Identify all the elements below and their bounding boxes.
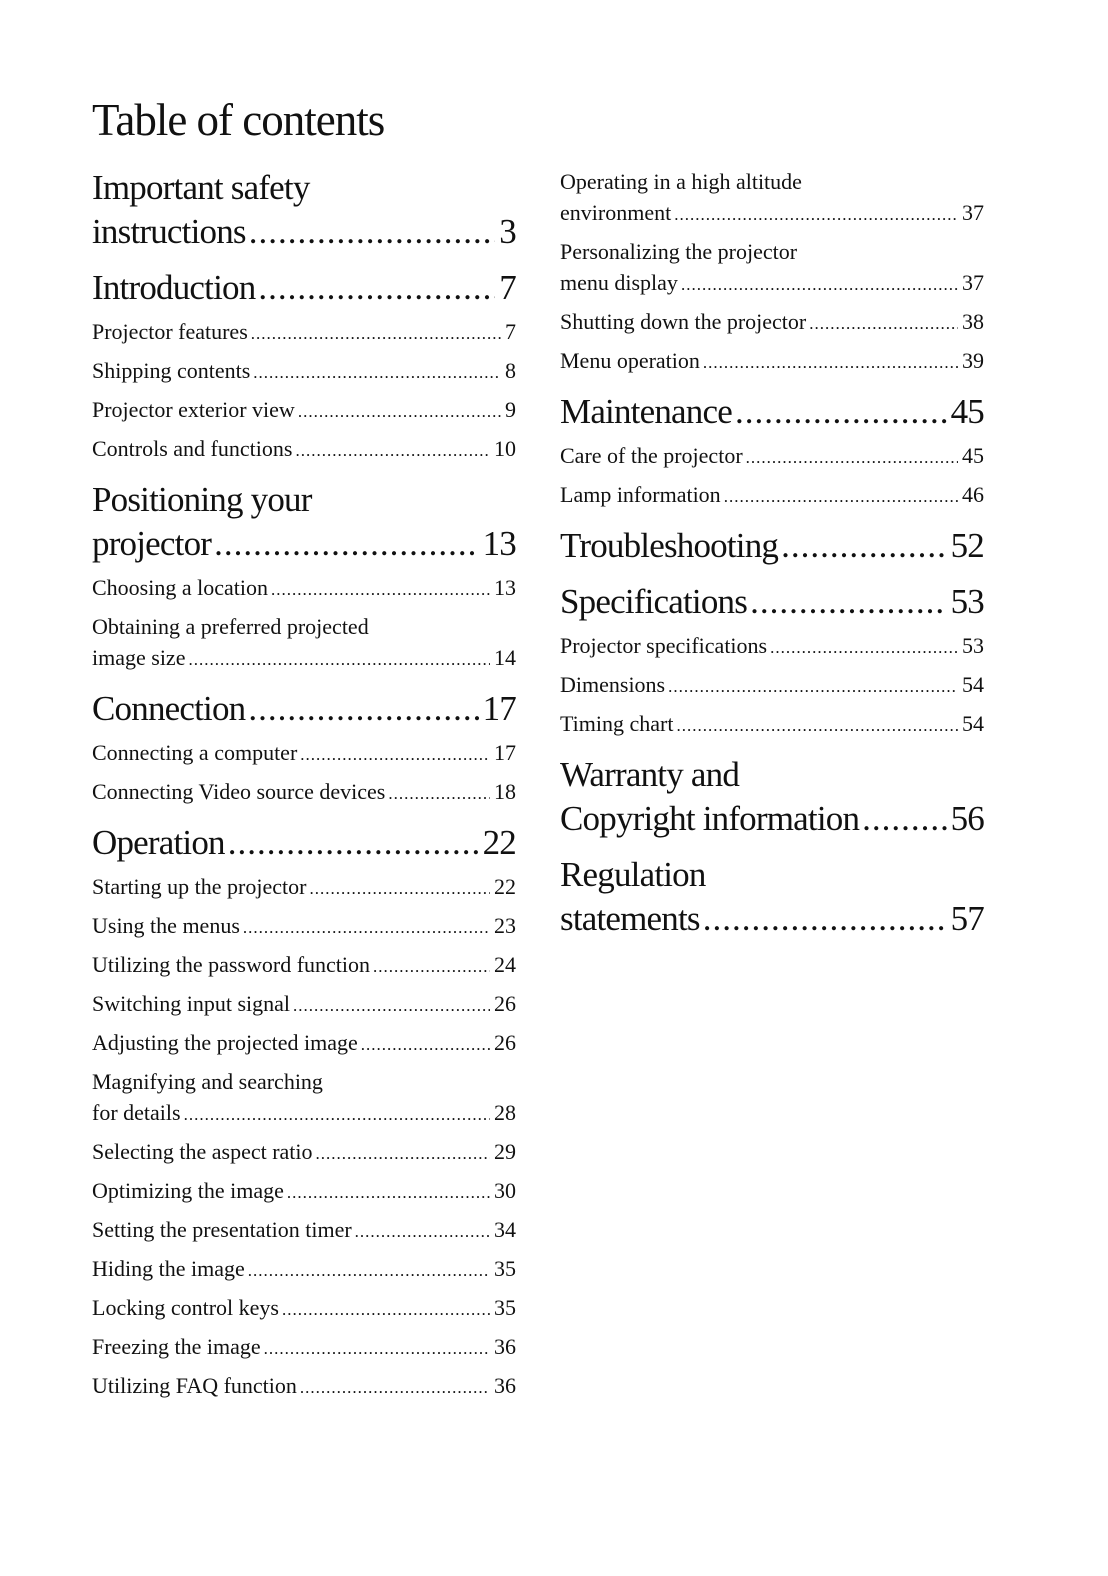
page-number: 54 (962, 672, 984, 697)
toc-row (92, 210, 516, 254)
section-title: statements (560, 899, 700, 938)
page-number: 29 (494, 1139, 516, 1164)
entry-title: Timing chart (560, 711, 674, 736)
page-number: 3 (499, 212, 516, 251)
toc-entry[interactable] (92, 988, 516, 1021)
dot-leader (703, 897, 947, 941)
page-number: 9 (505, 397, 516, 422)
toc-entry[interactable] (92, 871, 516, 904)
toc-entry[interactable] (92, 433, 516, 466)
dot-leader (862, 797, 946, 841)
entry-title-line: Magnifying and searching (92, 1069, 323, 1094)
toc-entry[interactable] (560, 669, 984, 702)
entry-title: Hiding the image (92, 1256, 245, 1281)
toc-row (92, 871, 516, 904)
entry-title: Connecting Video source devices (92, 779, 386, 804)
toc-entry[interactable] (92, 737, 516, 770)
page-number: 34 (494, 1217, 516, 1242)
toc-entry[interactable] (92, 1253, 516, 1286)
entry-title: Setting the presentation timer (92, 1217, 352, 1242)
toc-row (560, 630, 984, 663)
dot-leader (253, 357, 501, 388)
section-title-line: Regulation (560, 855, 706, 894)
entry-title: menu display (560, 270, 678, 295)
page-number: 26 (494, 991, 516, 1016)
toc-section[interactable] (92, 266, 516, 310)
toc-column-left (92, 166, 516, 1403)
page-number: 53 (962, 633, 984, 658)
dot-leader (388, 778, 490, 809)
entry-title: Freezing the image (92, 1334, 261, 1359)
entry-title: Using the menus (92, 913, 240, 938)
toc-entry[interactable] (92, 1370, 516, 1403)
entry-title: Connecting a computer (92, 740, 298, 765)
toc-column-right (560, 166, 984, 941)
page-title: Table of contents (92, 95, 385, 145)
toc-row (92, 642, 516, 675)
toc-entry[interactable] (92, 949, 516, 982)
entry-title: Utilizing the password function (92, 952, 371, 977)
toc-row (560, 897, 984, 941)
toc-entry[interactable] (92, 1066, 516, 1130)
entry-title: Projector features (92, 319, 248, 344)
toc-row (92, 821, 516, 865)
section-title: Operation (92, 823, 225, 862)
toc-entry[interactable] (92, 1027, 516, 1060)
toc-entry[interactable] (92, 572, 516, 605)
dot-leader (228, 821, 479, 865)
page-number: 7 (505, 319, 516, 344)
toc-row (92, 1097, 516, 1130)
toc-row (92, 1292, 516, 1325)
entry-title-line: Operating in a high altitude (560, 169, 802, 194)
entry-title: Optimizing the image (92, 1178, 284, 1203)
dot-leader (668, 671, 958, 702)
page-number: 26 (494, 1030, 516, 1055)
section-title-line: Positioning your (92, 480, 312, 519)
section-title: Connection (92, 689, 246, 728)
toc-entry[interactable] (560, 345, 984, 378)
toc-entry[interactable] (92, 316, 516, 349)
toc-entry[interactable] (92, 1331, 516, 1364)
dot-leader (248, 1255, 490, 1286)
entry-title: Care of the projector (560, 443, 743, 468)
toc-entry[interactable] (560, 708, 984, 741)
dot-leader (300, 1372, 490, 1403)
toc-entry[interactable] (92, 1175, 516, 1208)
dot-leader (188, 644, 490, 675)
entry-title: Projector specifications (560, 633, 768, 658)
page-number: 28 (494, 1100, 516, 1125)
page-number: 45 (950, 392, 984, 431)
dot-leader (298, 396, 501, 427)
page-number: 22 (494, 874, 516, 899)
toc-section[interactable] (560, 580, 984, 624)
dot-leader (676, 710, 958, 741)
dot-leader (724, 481, 958, 512)
page-number: 36 (494, 1334, 516, 1359)
page-number: 10 (494, 436, 516, 461)
page-number: 18 (494, 779, 516, 804)
toc-row (92, 433, 516, 466)
dot-leader (674, 199, 958, 230)
toc-entry[interactable] (92, 355, 516, 388)
page-number: 30 (494, 1178, 516, 1203)
dot-leader (258, 266, 495, 310)
toc-entry[interactable] (92, 1214, 516, 1247)
page-number: 45 (962, 443, 984, 468)
section-title: Copyright information (560, 799, 860, 838)
toc-row (560, 345, 984, 378)
page-number: 57 (950, 899, 984, 938)
toc-row (92, 1331, 516, 1364)
dot-leader (746, 442, 958, 473)
dot-leader (703, 347, 958, 378)
page-number: 13 (494, 575, 516, 600)
toc-row (92, 776, 516, 809)
dot-leader (770, 632, 958, 663)
page-number: 24 (494, 952, 516, 977)
section-title-line: Important safety (92, 168, 310, 207)
dot-leader (295, 435, 490, 466)
dot-leader (214, 522, 478, 566)
toc-entry[interactable] (92, 776, 516, 809)
toc-row (92, 355, 516, 388)
entry-title: Shipping contents (92, 358, 251, 383)
toc-row (92, 316, 516, 349)
toc-row (560, 440, 984, 473)
toc-row (560, 580, 984, 624)
toc-section[interactable] (560, 524, 984, 568)
dot-leader (248, 687, 478, 731)
toc-row (92, 737, 516, 770)
entry-title-line: Obtaining a preferred projected (92, 614, 369, 639)
toc-row (92, 949, 516, 982)
toc-entry[interactable] (560, 479, 984, 512)
dot-leader (300, 739, 490, 770)
toc-entry[interactable] (560, 630, 984, 663)
entry-title: Choosing a location (92, 575, 268, 600)
entry-title: Menu operation (560, 348, 700, 373)
toc-row (92, 1027, 516, 1060)
toc-entry[interactable] (92, 394, 516, 427)
toc-section[interactable] (560, 753, 984, 841)
page-number: 35 (494, 1256, 516, 1281)
entry-title: Starting up the projector (92, 874, 307, 899)
entry-title: Controls and functions (92, 436, 293, 461)
entry-title: Lamp information (560, 482, 721, 507)
toc-entry[interactable] (560, 236, 984, 300)
dot-leader (251, 318, 501, 349)
toc-row (560, 390, 984, 434)
page-number: 14 (494, 645, 516, 670)
page-number: 37 (962, 200, 984, 225)
dot-leader (809, 308, 958, 339)
dot-leader (249, 210, 496, 254)
dot-leader (361, 1029, 490, 1060)
toc-row (92, 910, 516, 943)
dot-leader (287, 1177, 490, 1208)
section-title: projector (92, 524, 212, 563)
toc-section[interactable] (560, 853, 984, 941)
toc-entry[interactable] (560, 440, 984, 473)
toc-row (92, 1175, 516, 1208)
page-number: 17 (482, 689, 516, 728)
section-title: instructions (92, 212, 246, 251)
dot-leader (271, 574, 490, 605)
page-number: 22 (482, 823, 516, 862)
entry-title: Selecting the aspect ratio (92, 1139, 313, 1164)
dot-leader (735, 390, 947, 434)
entry-title: environment (560, 200, 672, 225)
page-number: 23 (494, 913, 516, 938)
entry-title: Locking control keys (92, 1295, 279, 1320)
dot-leader (373, 951, 490, 982)
dot-leader (243, 912, 490, 943)
toc-row (560, 708, 984, 741)
entry-title: image size (92, 645, 186, 670)
page-number: 7 (499, 268, 516, 307)
toc-row (560, 267, 984, 300)
entry-title: Dimensions (560, 672, 666, 697)
toc-row (92, 522, 516, 566)
dot-leader (316, 1138, 490, 1169)
dot-leader (264, 1333, 490, 1364)
page-number: 52 (950, 526, 984, 565)
toc-row (560, 479, 984, 512)
entry-title: Switching input signal (92, 991, 290, 1016)
toc-row (560, 669, 984, 702)
toc-entry[interactable] (92, 611, 516, 675)
toc-section[interactable] (92, 821, 516, 865)
page-number: 54 (962, 711, 984, 736)
entry-title: for details (92, 1100, 181, 1125)
toc-row (92, 1370, 516, 1403)
toc-entry[interactable] (92, 1136, 516, 1169)
toc-row (92, 1136, 516, 1169)
toc-entry[interactable] (560, 166, 984, 230)
toc-section[interactable] (560, 390, 984, 434)
dot-leader (681, 269, 958, 300)
page-number: 46 (962, 482, 984, 507)
entry-title: Utilizing FAQ function (92, 1373, 297, 1398)
dot-leader (750, 580, 947, 624)
toc-row (92, 1253, 516, 1286)
dot-leader (293, 990, 490, 1021)
entry-title: Adjusting the projected image (92, 1030, 358, 1055)
toc-entry[interactable] (560, 306, 984, 339)
entry-title: Projector exterior view (92, 397, 295, 422)
toc-section[interactable] (92, 166, 516, 254)
section-title: Troubleshooting (560, 526, 779, 565)
page-number: 13 (482, 524, 516, 563)
page-number: 38 (962, 309, 984, 334)
dot-leader (355, 1216, 490, 1247)
dot-leader (781, 524, 946, 568)
page-number: 56 (950, 799, 984, 838)
section-title: Maintenance (560, 392, 732, 431)
toc-section[interactable] (92, 687, 516, 731)
dot-leader (309, 873, 490, 904)
toc-entry[interactable] (92, 1292, 516, 1325)
dot-leader (282, 1294, 490, 1325)
toc-row (560, 797, 984, 841)
toc-entry[interactable] (92, 910, 516, 943)
toc-row (92, 1214, 516, 1247)
section-title-line: Warranty and (560, 755, 740, 794)
toc-row (92, 394, 516, 427)
toc-row (560, 306, 984, 339)
page-number: 35 (494, 1295, 516, 1320)
toc-row (560, 524, 984, 568)
page-number: 36 (494, 1373, 516, 1398)
entry-title: Shutting down the projector (560, 309, 807, 334)
toc-row (560, 197, 984, 230)
dot-leader (184, 1099, 490, 1130)
page-number: 39 (962, 348, 984, 373)
page-number: 8 (505, 358, 516, 383)
section-title: Specifications (560, 582, 748, 621)
page-number: 37 (962, 270, 984, 295)
toc-row (92, 572, 516, 605)
page-number: 53 (950, 582, 984, 621)
toc-row (92, 687, 516, 731)
toc-row (92, 266, 516, 310)
section-title: Introduction (92, 268, 256, 307)
toc-section[interactable] (92, 478, 516, 566)
page-number: 17 (494, 740, 516, 765)
entry-title-line: Personalizing the projector (560, 239, 798, 264)
toc-row (92, 988, 516, 1021)
